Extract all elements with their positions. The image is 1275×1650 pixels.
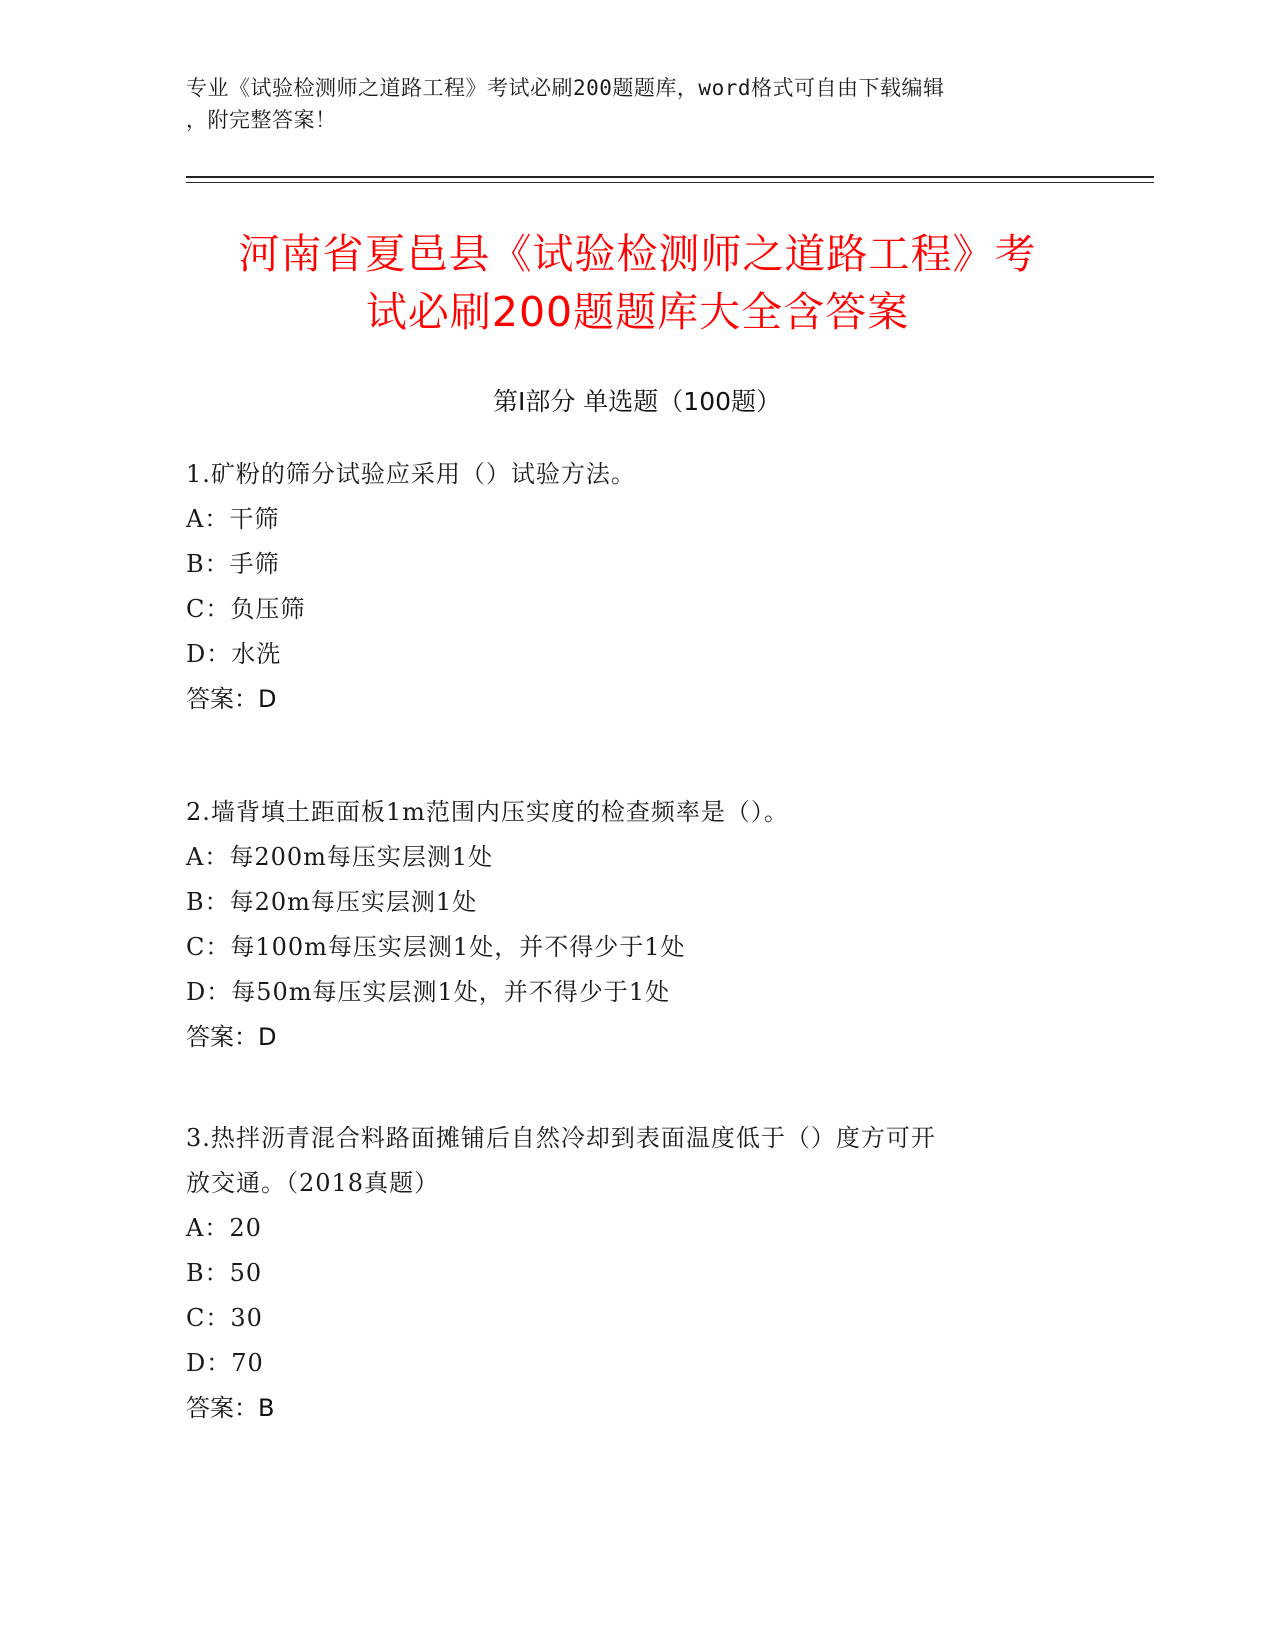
option-a: A：干筛	[186, 505, 280, 533]
option-a: A：20	[186, 1214, 262, 1242]
option-b: B：50	[186, 1259, 263, 1287]
document-title-line: 试必刷200题题库大全含答案	[365, 288, 910, 336]
option-d: D：70	[186, 1349, 264, 1377]
option-a: A：每200m每压实层测1处	[186, 843, 494, 871]
option-d: D：每50m每压实层测1处，并不得少于1处	[186, 978, 671, 1006]
option-d: D：水洗	[186, 640, 282, 668]
header-note-line: ，附完整答案！	[186, 108, 337, 132]
option-b: B：手筛	[186, 550, 280, 578]
option-c: C：30	[186, 1304, 263, 1332]
option-c: C：每100m每压实层测1处，并不得少于1处	[186, 933, 686, 961]
question-stem: 2.墙背填土距面板1m范围内压实度的检查频率是（）。	[186, 798, 789, 826]
question-stem-continued: 放交通。（2018真题）	[186, 1169, 440, 1197]
question-stem: 1.矿粉的筛分试验应采用（）试验方法。	[186, 460, 636, 488]
option-b: B：每20m每压实层测1处	[186, 888, 478, 916]
answer: 答案：D	[186, 1023, 277, 1051]
question-stem: 3.热拌沥青混合料路面摊铺后自然冷却到表面温度低于（）度方可开	[186, 1124, 936, 1152]
question-block	[186, 452, 1066, 722]
answer: 答案：D	[186, 685, 277, 713]
answer: 答案：B	[186, 1394, 275, 1422]
header-divider-thick	[186, 176, 1154, 178]
question-block	[186, 790, 1066, 1060]
document-title	[170, 225, 1105, 341]
question-block	[186, 1116, 1066, 1431]
header-note	[186, 72, 1086, 136]
header-divider-thin	[186, 182, 1154, 183]
header-note-line: 专业《试验检测师之道路工程》考试必刷200题题库，word格式可自由下载编辑	[186, 76, 945, 100]
option-c: C：负压筛	[186, 595, 306, 623]
document-title-line: 河南省夏邑县《试验检测师之道路工程》考	[238, 230, 1037, 278]
section-title: 第Ⅰ部分 单选题（100题）	[492, 387, 782, 416]
